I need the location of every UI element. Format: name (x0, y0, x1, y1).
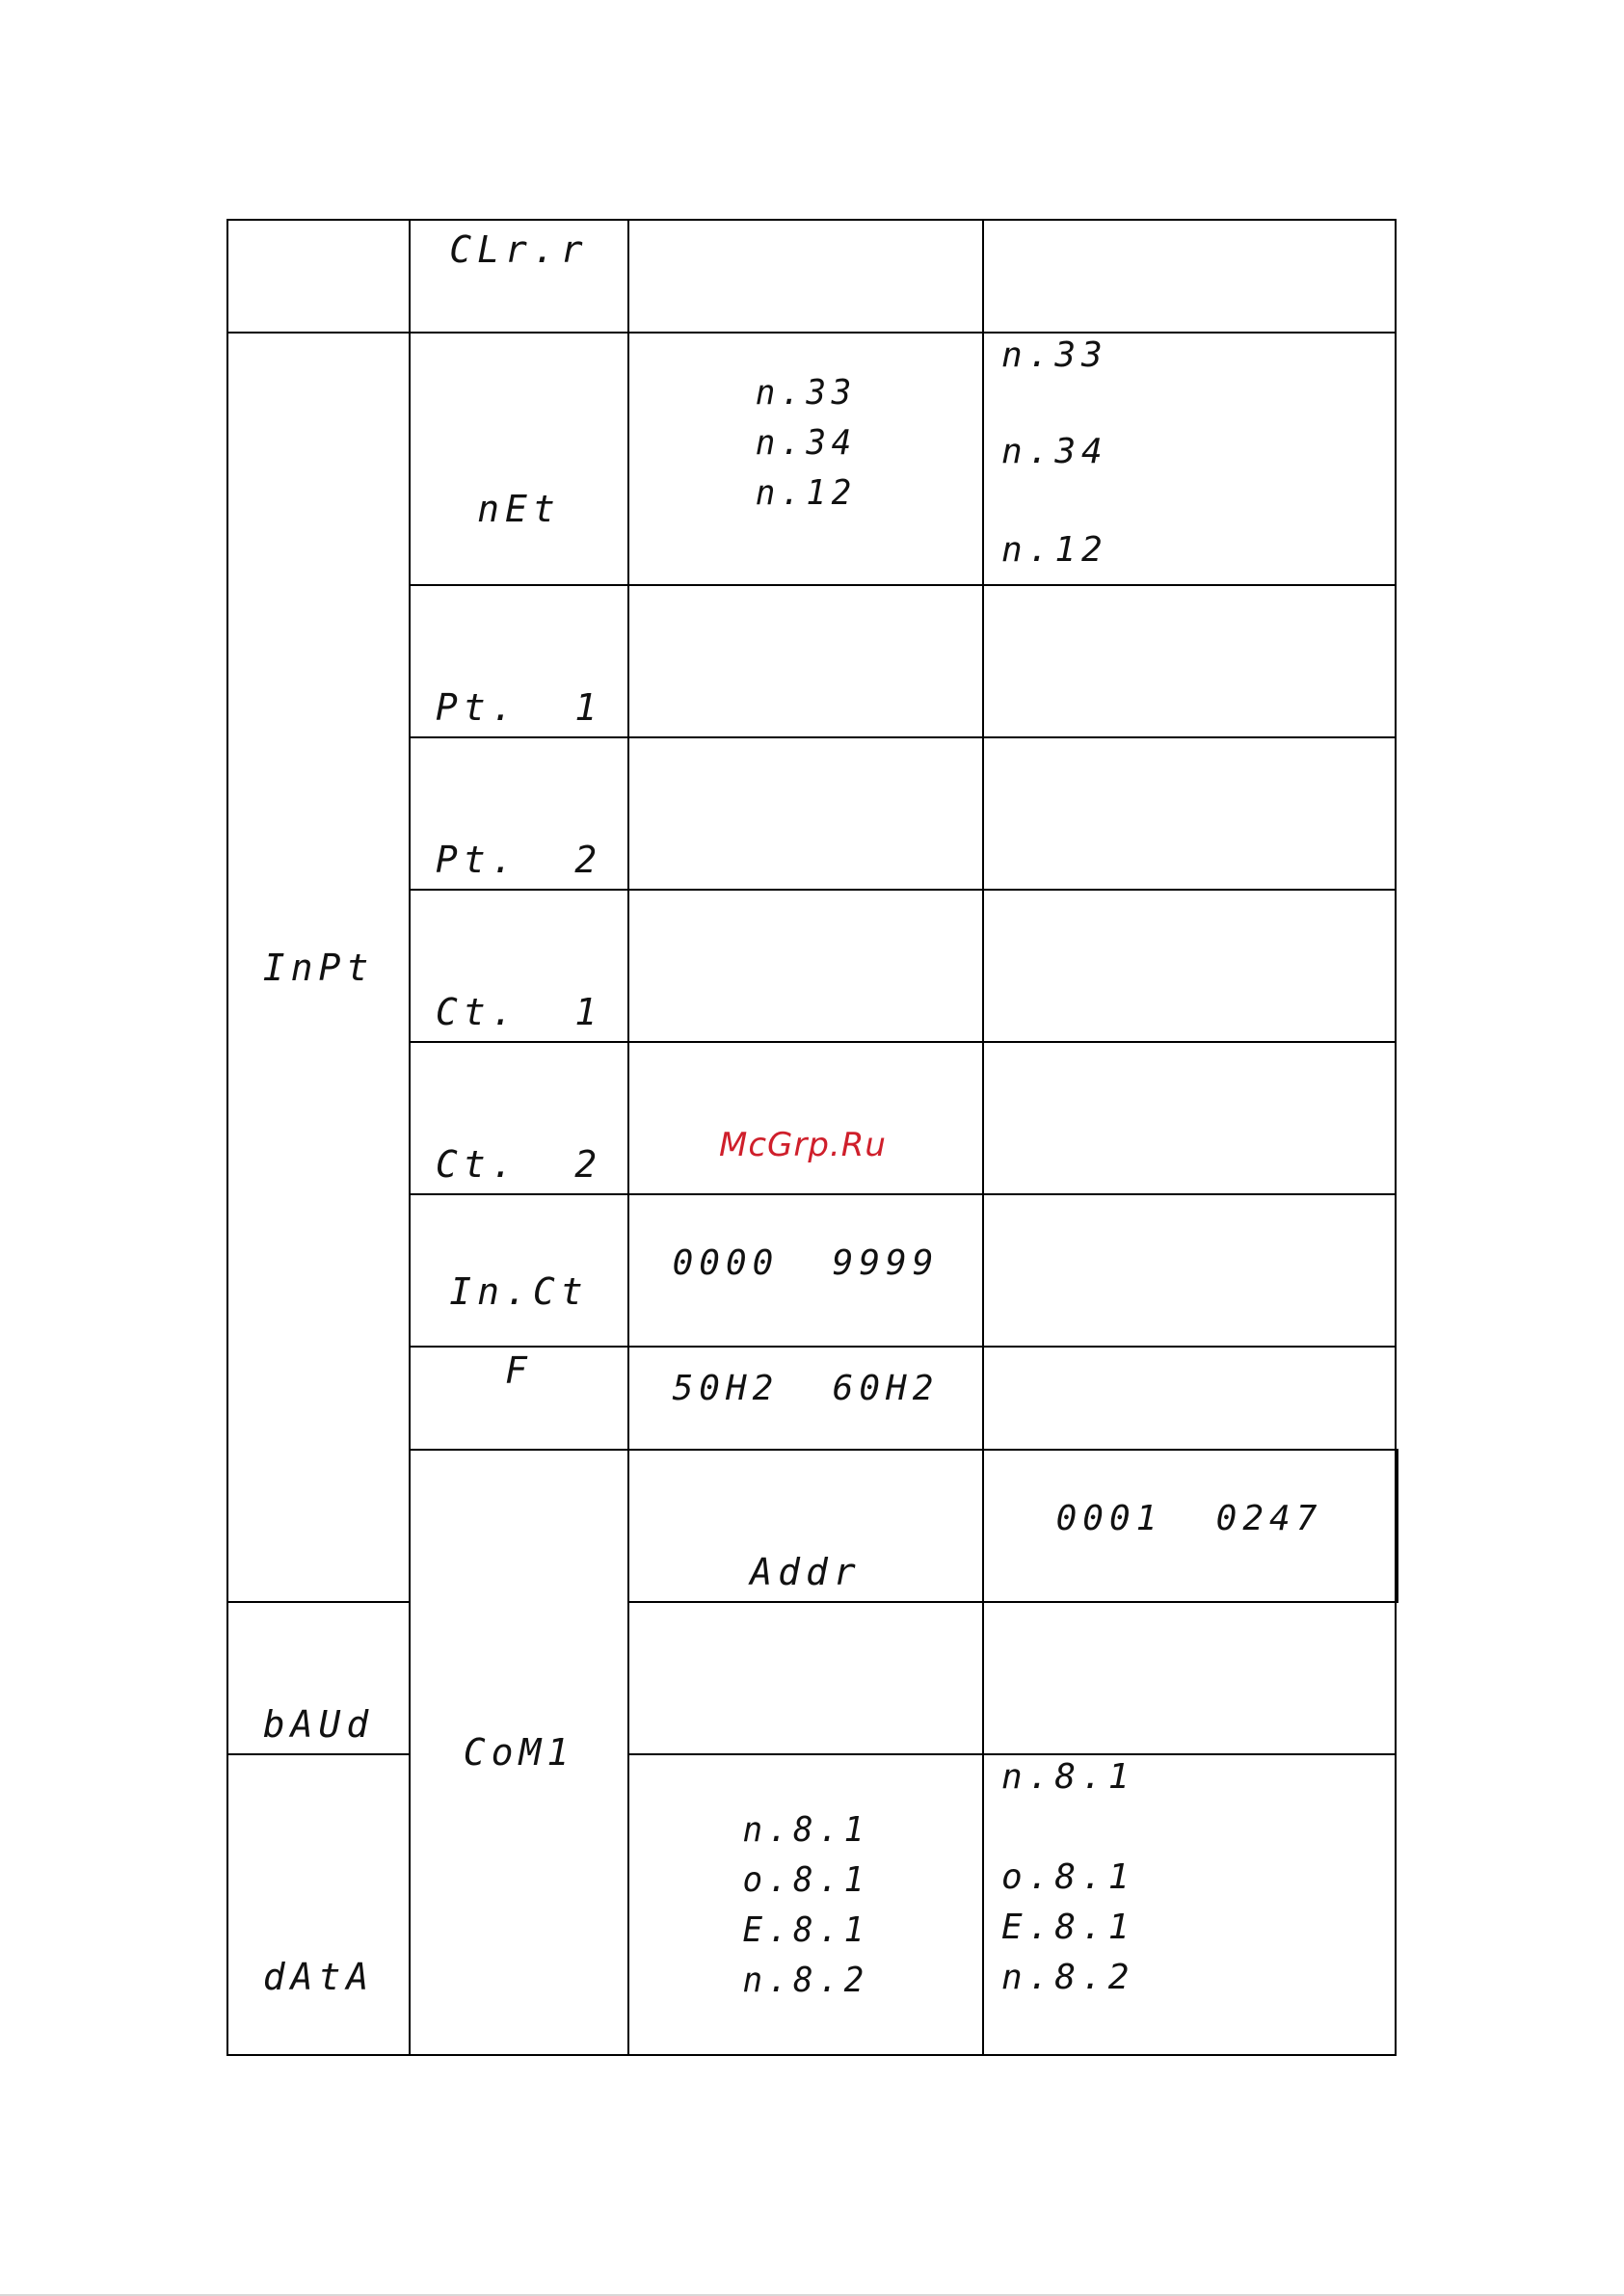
option-n81: n.8.1 (742, 1810, 869, 1850)
range-cell (983, 1450, 1396, 1602)
range-inct: 0000 9999 (672, 1243, 940, 1283)
note-cell (983, 220, 1396, 333)
note-cell (983, 890, 1396, 1042)
watermark-text: McGrp.Ru (719, 1126, 887, 1164)
code-data: dAtA (262, 1956, 375, 1998)
range-cell (628, 1347, 983, 1450)
code-cell (410, 220, 628, 333)
group-cell-empty (227, 220, 410, 333)
code-f: F (505, 1349, 533, 1392)
code-cell (410, 1347, 628, 1450)
code-cell (410, 585, 628, 737)
table-row-baud (227, 1602, 1398, 1754)
code-net: nEt (477, 488, 561, 530)
code-cell (410, 737, 628, 890)
code-cell (410, 890, 628, 1042)
range-addr: 0001 0247 (1055, 1499, 1323, 1538)
note-cell (983, 585, 1396, 737)
option-e81: E.8.1 (742, 1910, 869, 1950)
code-pt2: Pt. 2 (435, 839, 603, 881)
note-n33: n.33 (1001, 335, 1108, 375)
code-addr: Addr (750, 1551, 862, 1593)
table-row-net (227, 333, 1398, 585)
code-cell (410, 1194, 628, 1347)
note-o81: o.8.1 (1001, 1857, 1135, 1897)
code-cell (410, 1042, 628, 1194)
code-clrr: CLr.r (449, 228, 589, 271)
range-cell (628, 1042, 983, 1194)
note-cell (983, 333, 1396, 585)
range-cell (628, 333, 983, 585)
table-row-clrr (227, 220, 1398, 333)
note-n81: n.8.1 (1001, 1757, 1135, 1797)
range-cell (628, 585, 983, 737)
note-cell (983, 1347, 1396, 1450)
range-cell (628, 890, 983, 1042)
table-row-data (227, 1754, 1398, 2055)
group-inpt: InPt (262, 946, 375, 989)
note-n12: n.12 (1001, 530, 1108, 570)
note-cell (983, 1042, 1396, 1194)
code-cell (227, 1754, 410, 2055)
note-cell (983, 737, 1396, 890)
note-n82: n.8.2 (1001, 1958, 1135, 1997)
option-n12: n.12 (755, 473, 857, 513)
note-cell (983, 1194, 1396, 1347)
note-e81: E.8.1 (1001, 1908, 1135, 1947)
code-cell (628, 1450, 983, 1602)
range-cell (628, 1602, 983, 1754)
range-cell (628, 1754, 983, 2055)
option-n82: n.8.2 (742, 1961, 869, 2000)
code-inct: In.Ct (449, 1270, 589, 1313)
option-o81: o.8.1 (742, 1860, 869, 1900)
code-baud: bAUd (262, 1703, 375, 1746)
note-cell (983, 1754, 1396, 2055)
option-n34: n.34 (755, 423, 857, 463)
code-cell (410, 333, 628, 585)
group-cell-inpt (227, 333, 410, 1602)
code-cell (227, 1602, 410, 1754)
range-cell (628, 737, 983, 890)
range-cell (628, 220, 983, 333)
code-ct1: Ct. 1 (435, 991, 603, 1033)
note-cell (983, 1602, 1396, 1754)
note-n34: n.34 (1001, 432, 1108, 471)
code-pt1: Pt. 1 (435, 686, 603, 729)
note-cell (1396, 1450, 1398, 1602)
option-n33: n.33 (755, 373, 857, 413)
range-f: 50H2 60H2 (672, 1369, 940, 1408)
group-cell-com1 (410, 1450, 628, 2055)
group-com1: CoM1 (463, 1731, 575, 1774)
code-ct2: Ct. 2 (435, 1143, 603, 1186)
range-cell (628, 1194, 983, 1347)
